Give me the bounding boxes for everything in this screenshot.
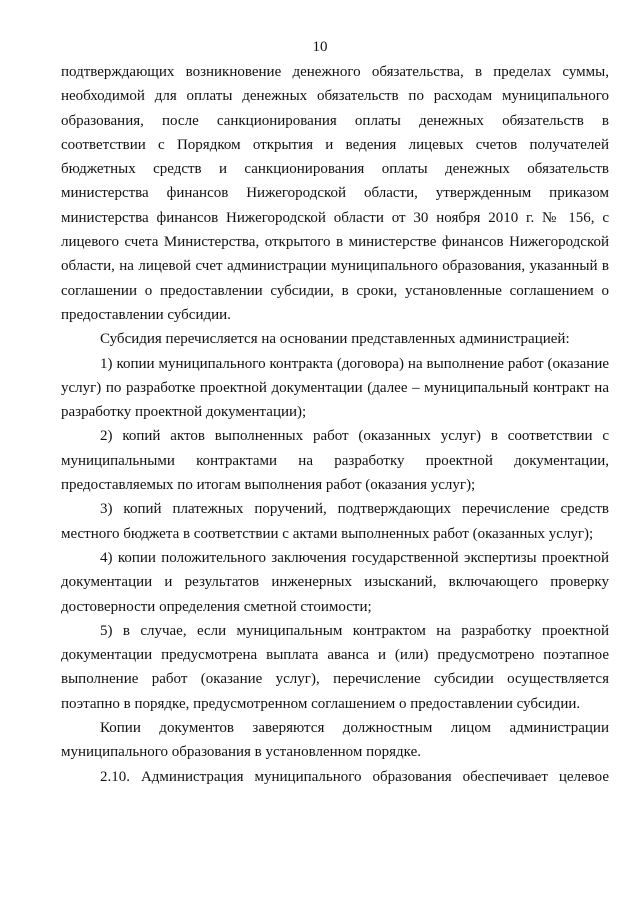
list-item-1: 1) копии муниципального контракта (договора) на выполнение работ (оказание услуг) по разработке проектной документации (далее – муниципальный контракт на разработку проектной документации); — [61, 355, 609, 421]
body-text — [61, 60, 609, 789]
paragraph-continuation: подтверждающих возникновение денежного обязательства, в пределах суммы, необходимой для оплаты денежных обязательств по расходам муниципального образования, после санкционирования оплаты денежных обязательств в соответствии с Порядком открытия и ведения лицевых счетов получателей бюджетных средств и санкционирования оплаты денежных обязательств министерства финансов Нижегородской области, утвержденным приказом министерства финансов Нижегородской области от 30 ноября 2010 г. № 156, с лицевого счета Министерства, открытого в министерстве финансов Нижегородской области, на лицевой счет администрации муниципального образования, указанный в соглашении о предоставлении субсидии, в сроки, установленные соглашением о предоставлении субсидии. — [61, 64, 609, 323]
list-item-3: 3) копий платежных поручений, подтверждающих перечисление средств местного бюджета в соответствии с актами выполненных работ (оказанных услуг); — [61, 501, 609, 542]
paragraph-copies-certification: Копии документов заверяются должностным лицом администрации муниципального образования в установленном порядке. — [61, 720, 609, 761]
list-item-5: 5) в случае, если муниципальным контрактом на разработку проектной документации предусмотрена выплата аванса и (или) предусмотрено поэтапное выполнение работ (оказание услуг), перечисление субсидии осуществляется поэтапно в порядке, предусмотренном соглашением о предоставлении субсидии. — [61, 622, 609, 712]
paragraph-subsidy-basis: Субсидия перечисляется на основании представленных администрацией: — [100, 331, 570, 348]
page-number: 10 — [312, 39, 328, 55]
paragraph-2-10: 2.10. Администрация муниципального образования обеспечивает целевое — [100, 768, 609, 785]
list-item-2: 2) копий актов выполненных работ (оказанных услуг) в соответствии с муниципальными контрактами на разработку проектной документации, предоставляемых по итогам выполнения работ (оказания услуг); — [61, 428, 609, 494]
list-item-4: 4) копии положительного заключения государственной экспертизы проектной документации и результатов инженерных изысканий, включающего проверку достоверности определения сметной стоимости; — [61, 549, 609, 615]
